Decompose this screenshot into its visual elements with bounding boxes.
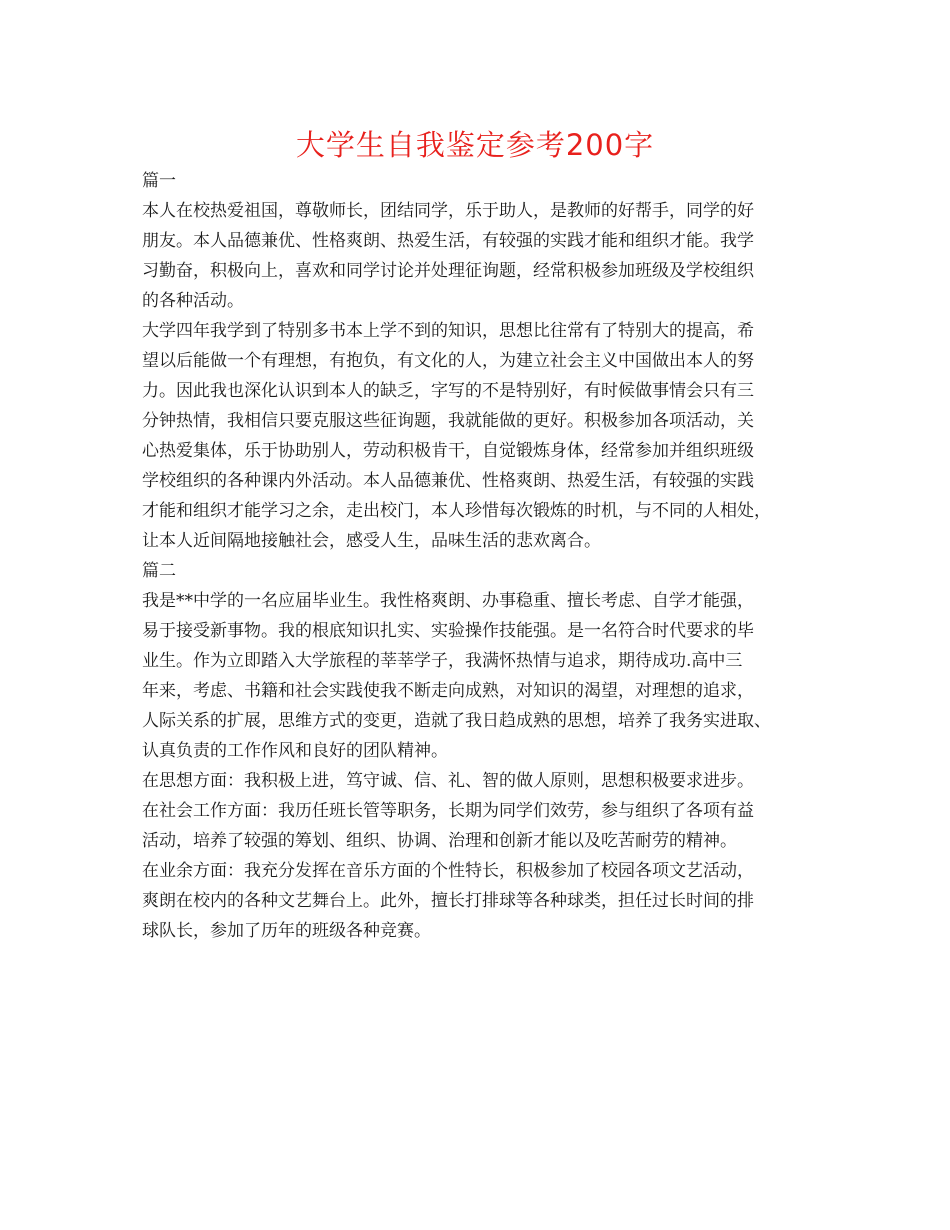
document-title: 大学生自我鉴定参考200字: [295, 128, 655, 162]
text-line: 习勤奋，积极向上，喜欢和同学讨论并处理征询题，经常积极参加班级及学校组织: [142, 261, 754, 281]
text-line: 本人在校热爱祖国，尊敬师长，团结同学，乐于助人，是教师的好帮手，同学的好: [142, 201, 754, 221]
text-line: 认真负责的工作作风和良好的团队精神。: [142, 741, 448, 761]
text-line: 易于接受新事物。我的根底知识扎实、实验操作技能强。是一名符合时代要求的毕: [142, 621, 754, 641]
text-line: 篇一: [142, 171, 176, 191]
text-line: 力。因此我也深化认识到本人的缺乏，字写的不是特别好，有时候做事情会只有三: [142, 381, 754, 401]
text-line: 球队长，参加了历年的班级各种竞赛。: [142, 921, 431, 941]
text-line: 大学四年我学到了特别多书本上学不到的知识，思想比往常有了特别大的提高，希: [142, 321, 754, 341]
text-line: 爽朗在校内的各种文艺舞台上。此外，擅长打排球等各种球类，担任过长时间的排: [142, 891, 754, 911]
text-line: 分钟热情，我相信只要克服这些征询题，我就能做的更好。积极参加各项活动，关: [142, 411, 754, 431]
text-line: 在思想方面：我积极上进，笃守诚、信、礼、智的做人原则，思想积极要求进步。: [142, 771, 754, 791]
text-line: 在业余方面：我充分发挥在音乐方面的个性特长，积极参加了校园各项文艺活动，: [142, 861, 754, 881]
text-line: 我是**中学的一名应届毕业生。我性格爽朗、办事稳重、擅长考虑、自学才能强，: [142, 591, 754, 611]
text-line: 在社会工作方面：我历任班长管等职务，长期为同学们效劳，参与组织了各项有益: [142, 801, 754, 821]
text-line: 才能和组织才能学习之余，走出校门，本人珍惜每次锻炼的时机，与不同的人相处，: [142, 501, 771, 521]
text-line: 让本人近间隔地接触社会，感受人生，品味生活的悲欢离合。: [142, 531, 601, 551]
text-line: 望以后能做一个有理想，有抱负，有文化的人，为建立社会主义中国做出本人的努: [142, 351, 754, 371]
text-line: 朋友。本人品德兼优、性格爽朗、热爱生活，有较强的实践才能和组织才能。我学: [142, 231, 754, 251]
text-line: 活动，培养了较强的筹划、组织、协调、治理和创新才能以及吃苦耐劳的精神。: [142, 831, 737, 851]
text-line: 业生。作为立即踏入大学旅程的莘莘学子，我满怀热情与追求，期待成功.高中三: [142, 651, 743, 671]
text-line: 人际关系的扩展，思维方式的变更，造就了我日趋成熟的思想，培养了我务实进取、: [142, 711, 771, 731]
text-line: 学校组织的各种课内外活动。本人品德兼优、性格爽朗、热爱生活，有较强的实践: [142, 471, 754, 491]
text-line: 篇二: [142, 561, 176, 581]
text-line: 年来，考虑、书籍和社会实践使我不断走向成熟，对知识的渴望，对理想的追求，: [142, 681, 754, 701]
document-body: [142, 166, 842, 946]
text-line: 的各种活动。: [142, 291, 244, 311]
text-line: 心热爱集体，乐于协助别人，劳动积极肯干，自觉锻炼身体，经常参加并组织班级: [142, 441, 754, 461]
